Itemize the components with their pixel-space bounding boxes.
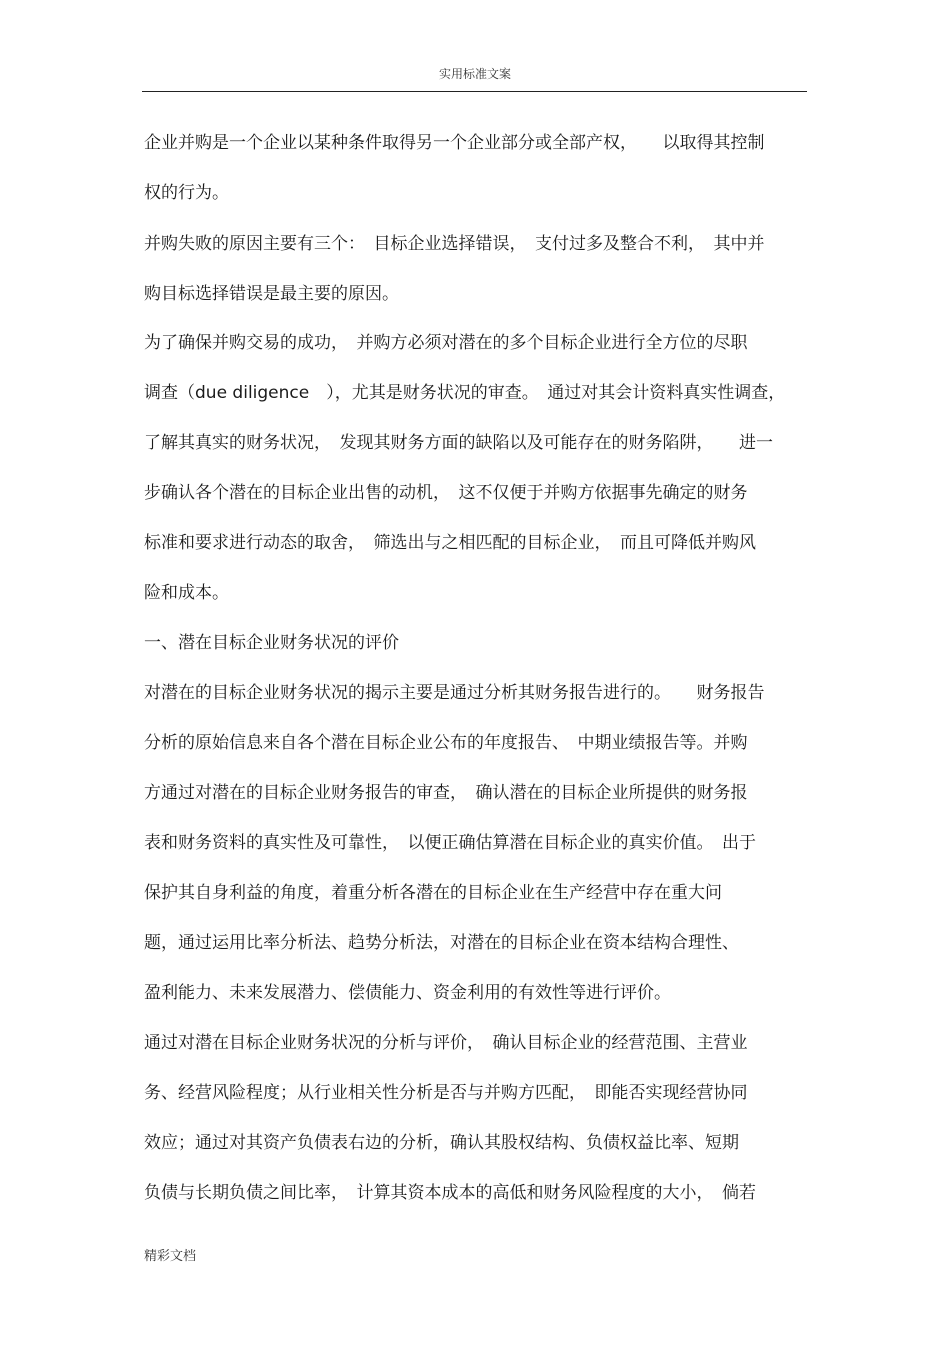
text-line: 效应；通过对其资产负债表右边的分析，确认其股权结构、负债权益比率、短期	[144, 1133, 739, 1153]
text-line: 为了确保并购交易的成功， 并购方必须对潜在的多个目标企业进行全方位的尽职	[144, 333, 748, 353]
text-line: 分析的原始信息来自各个潜在目标企业公布的年度报告、 中期业绩报告等。并购	[144, 733, 748, 753]
text-line: 保护其自身利益的角度，着重分析各潜在的目标企业在生产经营中存在重大问	[144, 883, 722, 903]
text-line: 通过对潜在目标企业财务状况的分析与评价， 确认目标企业的经营范围、主营业	[144, 1033, 748, 1053]
text-line: 购目标选择错误是最主要的原因。	[144, 284, 399, 304]
text-line: 险和成本。	[144, 583, 229, 603]
text-line: 表和财务资料的真实性及可靠性， 以便正确估算潜在目标企业的真实价值。 出于	[144, 833, 756, 853]
text-line: 盈利能力、未来发展潜力、偿债能力、资金利用的有效性等进行评价。	[144, 983, 671, 1003]
page-footer-label: 精彩文档	[144, 1249, 197, 1264]
text-line: 了解其真实的财务状况， 发现其财务方面的缺陷以及可能存在的财务陷阱， 进一	[144, 433, 773, 453]
text-line: 企业并购是一个企业以某种条件取得另一个企业部分或全部产权， 以取得其控制	[144, 133, 765, 153]
header-divider	[142, 91, 807, 92]
text-line: 步确认各个潜在的目标企业出售的动机， 这不仅便于并购方依据事先确定的财务	[144, 483, 748, 503]
text-line: 务、经营风险程度；从行业相关性分析是否与并购方匹配， 即能否实现经营协同	[144, 1083, 748, 1103]
text-line: 标准和要求进行动态的取舍， 筛选出与之相匹配的目标企业， 而且可降低并购风	[144, 533, 756, 553]
text-line: 对潜在的目标企业财务状况的揭示主要是通过分析其财务报告进行的。 财务报告	[144, 683, 765, 703]
page-header-title: 实用标准文案	[438, 67, 511, 81]
text-line: 方通过对潜在的目标企业财务报告的审查， 确认潜在的目标企业所提供的财务报	[144, 783, 748, 803]
text-line: 题，通过运用比率分析法、趋势分析法，对潜在的目标企业在资本结构合理性、	[144, 933, 739, 953]
text-line: 并购失败的原因主要有三个： 目标企业选择错误， 支付过多及整合不利， 其中并	[144, 234, 765, 254]
section-heading: 一、潜在目标企业财务状况的评价	[144, 633, 399, 653]
text-line: 权的行为。	[144, 183, 229, 203]
text-line: 负债与长期负债之间比率， 计算其资本成本的高低和财务风险程度的大小， 倘若	[144, 1183, 756, 1203]
text-line: 调查（due diligence ），尤其是财务状况的审查。 通过对其会计资料真实性调查，	[144, 383, 786, 403]
